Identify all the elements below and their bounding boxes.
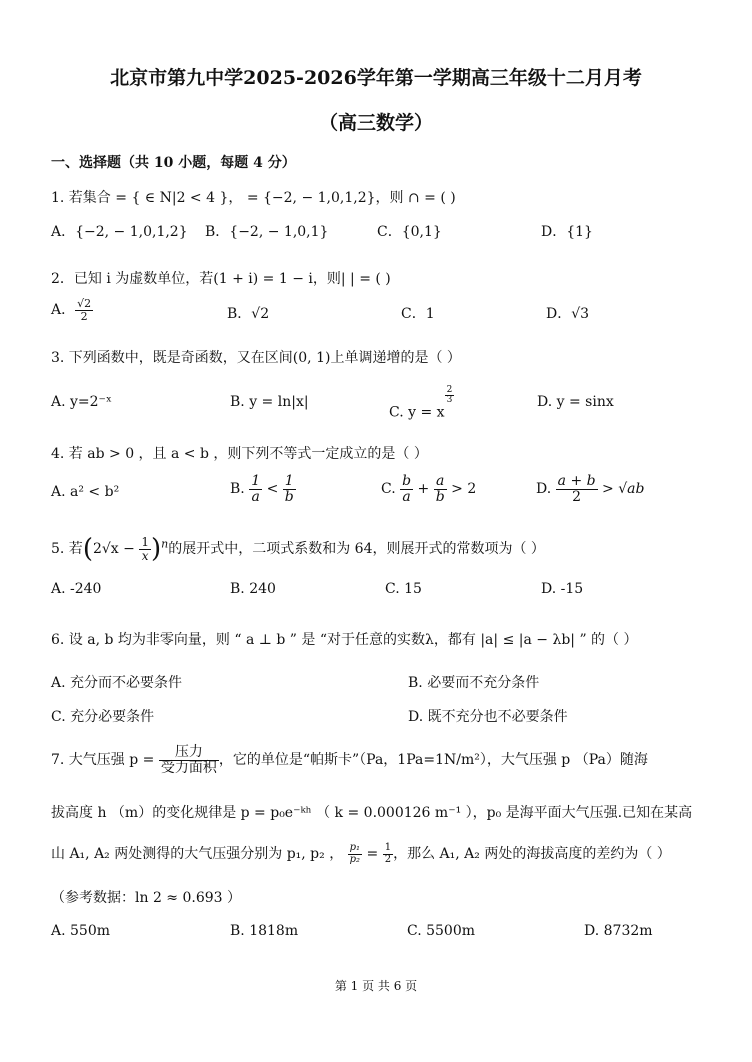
question-1-stem: 1. 若集合 = { ∈ N|2 < 4 }， = {−2, − 1,0,1,2}，则 ∩ = ( ) (51, 190, 456, 206)
question-5-option-c: C. 15 (385, 581, 422, 597)
question-7-reference: （参考数据：ln 2 ≈ 0.693 ） (51, 890, 242, 906)
question-2-option-d: D．√3 (546, 306, 590, 322)
question-4-stem: 4. 若 ab > 0 ，且 a < b ，则下列不等式一定成立的是（ ） (51, 446, 428, 462)
page-subtitle: （高三数学） (318, 112, 433, 134)
question-2-stem: 2．已知 i 为虚数单位，若(1 + i) = 1 − i，则| | = ( ) (51, 271, 391, 287)
question-2-option-c: C．1 (401, 306, 435, 322)
question-2-option-b: B．√2 (227, 306, 270, 322)
question-7-option-a: A. 550m (51, 923, 111, 939)
question-6-option-c: C. 充分必要条件 (51, 709, 155, 725)
question-4-option-b: B. $\frac{1}{a}$ < $\frac{1}{b}$ (230, 473, 294, 505)
question-5-option-d: D. -15 (541, 581, 584, 597)
section-heading: 一、选择题（共 10 小题，每题 4 分） (51, 155, 296, 171)
question-7-line-3: 山 A₁, A₂ 两处测得的大气压强分别为 p₁, p₂ ， $\frac{\text{p₁}}{\text{p₂}}$ = $\frac{1}{2}$ ，那么 A₁, A₂ 两处的海拔高度的差约为（ ） (51, 842, 671, 865)
question-7-option-d: D. 8732m (584, 923, 653, 939)
question-3-option-b: B. y = ln|x| (230, 394, 309, 410)
question-7-line-2: 拔高度 h （m）的变化规律是 p = p₀e⁻ᵏʰ （ k = 0.000126 m⁻¹ ），p₀ 是海平面大气压强.已知在某高 (51, 805, 693, 821)
question-2-option-a: A． $\frac{√2}{2}$ (51, 297, 92, 323)
page-number: 第 1 页 共 6 页 (334, 979, 418, 993)
question-1-option-a: A．{−2, − 1,0,1,2} (51, 224, 188, 240)
question-6-stem: 6. 设 a, b 均为非零向量，则 “ a ⊥ b ” 是 “对于任意的实数λ，都有 |a| ≤ |a − λb| ” 的（ ） (51, 632, 638, 648)
question-6-option-b: B. 必要而不充分条件 (408, 675, 540, 691)
question-6-option-d: D. 既不充分也不必要条件 (408, 709, 568, 725)
question-1-option-b: B．{−2, − 1,0,1} (205, 224, 329, 240)
question-4-option-c: C. $\frac{b}{a}$ + $\frac{a}{b}$ > 2 (381, 473, 477, 505)
question-3-stem: 3. 下列函数中，既是奇函数，又在区间(0, 1)上单调递增的是（ ） (51, 350, 461, 366)
question-4-option-a: A. a² < b² (51, 484, 120, 500)
question-7-option-b: B. 1818m (230, 923, 299, 939)
question-3-option-c: C. y = x $\frac{2}{3}$ (389, 385, 453, 421)
question-7-option-c: C. 5500m (407, 923, 476, 939)
question-5-stem: 5. 若(2√x − $\frac{1}{x}$ )$^n$的展开式中，二项式系数和为 64，则展开式的常数项为（ ） (51, 534, 545, 564)
question-5-option-a: A. -240 (51, 581, 102, 597)
question-5-option-b: B. 240 (230, 581, 276, 597)
question-3-option-a: A. y=2⁻ˣ (51, 394, 112, 410)
question-6-option-a: A. 充分而不必要条件 (51, 675, 183, 691)
page-title: 北京市第九中学2025-2026学年第一学期高三年级十二月月考 (110, 67, 642, 89)
question-7-line-1: 7. 大气压强 p = $\frac{\text{压力}}{\text{受力面积}}$ ，它的单位是“帕斯卡”（Pa，1Pa=1N/m²），大气压强 p （Pa）随海 (51, 744, 648, 776)
question-4-option-d: D. $\frac{a + b}{2}$ > √ab (536, 473, 645, 505)
question-1-option-c: C．{0,1} (377, 224, 442, 240)
question-1-option-d: D．{1} (541, 224, 593, 240)
question-3-option-d: D. y = sinx (537, 394, 614, 410)
